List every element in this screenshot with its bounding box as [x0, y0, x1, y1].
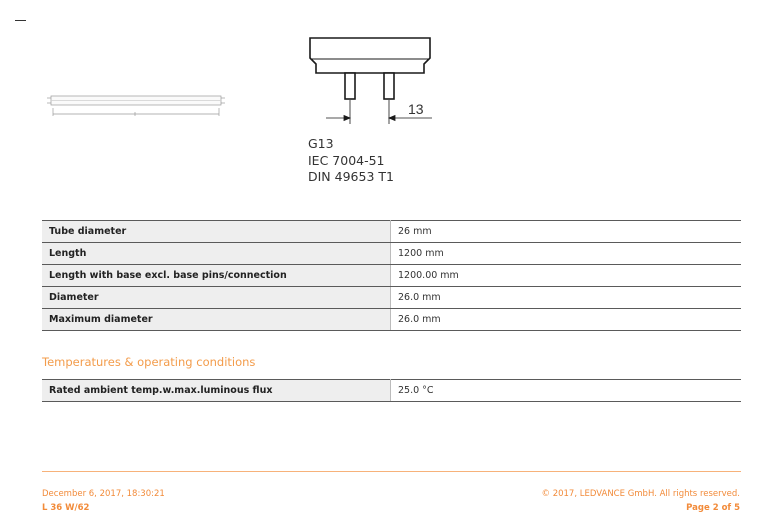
section-title: Temperatures & operating conditions: [42, 355, 256, 369]
spec-value: 26.0 mm: [391, 287, 742, 309]
base-type: G13: [308, 136, 334, 151]
table-row: [42, 380, 741, 402]
table-row: [42, 287, 741, 309]
footer-page-number: Page 2 of 5: [686, 503, 740, 513]
table-row: [42, 265, 741, 287]
corner-mark: [15, 20, 26, 21]
spec-label: Length with base excl. base pins/connection: [42, 265, 391, 287]
dimension-label: 13: [408, 101, 424, 117]
spec-value: 1200 mm: [391, 243, 742, 265]
spec-label: Diameter: [42, 287, 391, 309]
footer-product: L 36 W/62: [42, 503, 90, 513]
footer-date: December 6, 2017, 18:30:21: [42, 489, 165, 499]
dimensions-table: [42, 220, 741, 331]
base-standard-din: DIN 49653 T1: [308, 169, 394, 184]
footer-copyright: © 2017, LEDVANCE GmbH. All rights reserved.: [541, 489, 740, 499]
spec-value: 26.0 mm: [391, 309, 742, 331]
spec-label: Rated ambient temp.w.max.luminous flux: [42, 380, 391, 402]
spec-value: 26 mm: [391, 221, 742, 243]
tube-drawing: [45, 90, 230, 122]
footer-divider: [42, 471, 741, 472]
base-standard-iec: IEC 7004-51: [308, 152, 385, 168]
table-row: [42, 243, 741, 265]
table-row: [42, 221, 741, 243]
temperatures-table: [42, 379, 741, 402]
spec-label: Tube diameter: [42, 221, 391, 243]
spec-value: 1200.00 mm: [391, 265, 742, 287]
spec-label: Length: [42, 243, 391, 265]
base-drawing: [300, 28, 450, 128]
spec-value: 25.0 °C: [391, 380, 742, 402]
base-designation: [308, 136, 394, 186]
spec-label: Maximum diameter: [42, 309, 391, 331]
table-row: [42, 309, 741, 331]
